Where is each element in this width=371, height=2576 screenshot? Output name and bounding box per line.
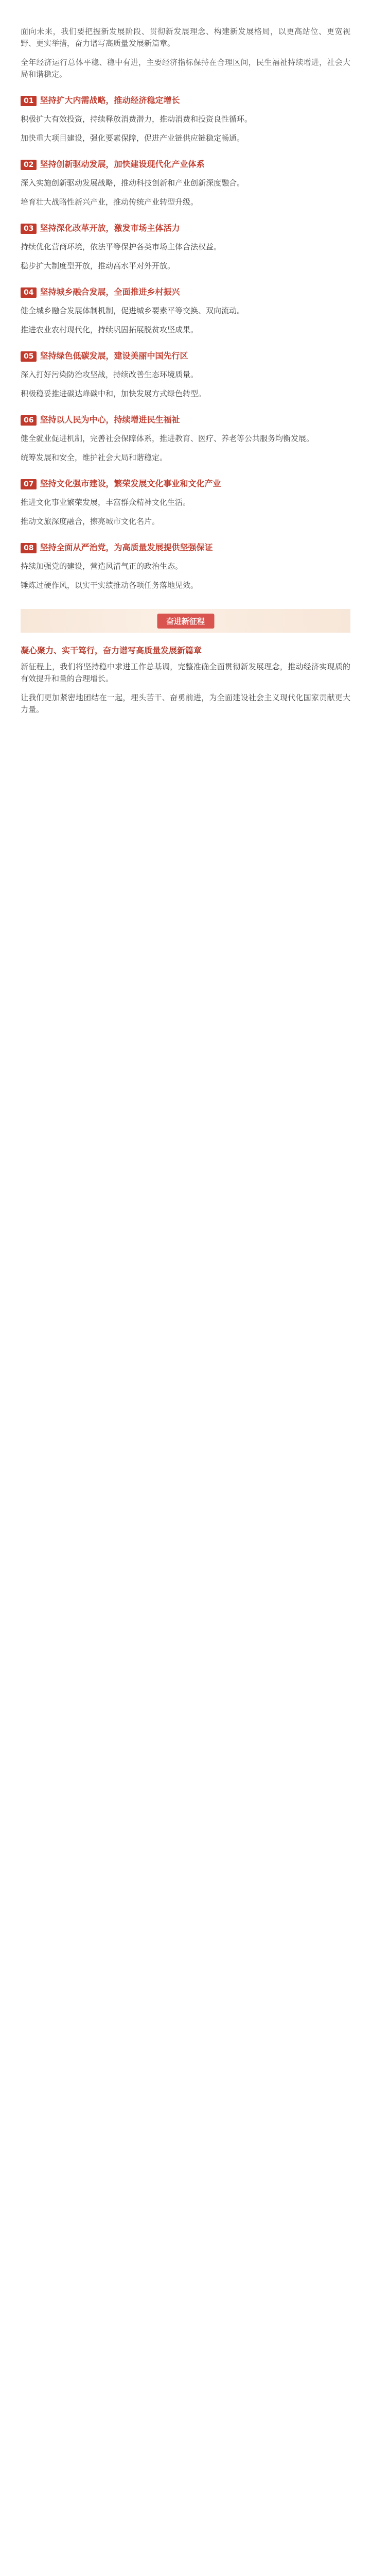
section-paragraph: 持续优化营商环境，依法平等保护各类市场主体合法权益。: [21, 242, 222, 251]
section-number-badge: 07: [21, 479, 37, 489]
divider-banner-label: 奋进新征程: [157, 614, 214, 629]
closing-paragraph: 新征程上，我们将坚持稳中求进工作总基调，完整准确全面贯彻新发展理念，推动经济实现质的有效提升和量的合理增长。: [21, 662, 350, 683]
section: [21, 158, 350, 208]
section-number-badge: 08: [21, 543, 37, 553]
section-heading: [21, 285, 350, 298]
closing-paragraph: 让我们更加紧密地团结在一起，埋头苦干、奋勇前进，为全面建设社会主义现代化国家贡献更大力量。: [21, 693, 350, 714]
section-title: 坚持以人民为中心，持续增进民生福祉: [40, 415, 180, 425]
section-title: 坚持绿色低碳发展，建设美丽中国先行区: [40, 351, 188, 361]
section: [21, 541, 350, 591]
section-heading: [21, 349, 350, 362]
section-paragraph: 稳步扩大制度型开放，推动高水平对外开放。: [21, 261, 175, 270]
section: [21, 349, 350, 400]
intro-paragraph: 面向未来，我们要把握新发展阶段、贯彻新发展理念、构建新发展格局，以更高站位、更宽视野、更实举措，奋力谱写高质量发展新篇章。: [21, 27, 350, 48]
section-heading: [21, 222, 350, 234]
section: [21, 222, 350, 272]
section-number-badge: 01: [21, 96, 37, 106]
section: [21, 413, 350, 464]
section-title: 坚持扩大内需战略，推动经济稳定增长: [40, 95, 180, 105]
section-number-badge: 04: [21, 287, 37, 298]
section-heading: [21, 158, 350, 170]
section: [21, 285, 350, 336]
section-heading: [21, 94, 350, 106]
section-number-badge: 03: [21, 224, 37, 234]
section-paragraph: 健全城乡融合发展体制机制，促进城乡要素平等交换、双向流动。: [21, 306, 245, 315]
section-heading: [21, 541, 350, 553]
section-title: 坚持创新驱动发展，加快建设现代化产业体系: [40, 159, 205, 169]
section-paragraph: 深入实施创新驱动发展战略，推动科技创新和产业创新深度融合。: [21, 178, 245, 188]
section-number-badge: 05: [21, 351, 37, 362]
section-title: 坚持文化强市建设，繁荣发展文化事业和文化产业: [40, 479, 221, 488]
section-heading: [21, 413, 350, 426]
section-paragraph: 健全就业促进机制，完善社会保障体系，推进教育、医疗、养老等公共服务均衡发展。: [21, 434, 314, 443]
section-number-badge: 06: [21, 415, 37, 426]
section-paragraph: 深入打好污染防治攻坚战，持续改善生态环境质量。: [21, 370, 199, 379]
section-paragraph: 推进文化事业繁荣发展，丰富群众精神文化生活。: [21, 498, 191, 507]
section-title: 坚持城乡融合发展，全面推进乡村振兴: [40, 287, 180, 297]
section-paragraph: 积极扩大有效投资，持续释放消费潜力，推动消费和投资良性循环。: [21, 114, 253, 124]
section-divider-banner: [21, 609, 350, 633]
section-paragraph: 加快重大项目建设，强化要素保障，促进产业链供应链稳定畅通。: [21, 133, 245, 143]
section-paragraph: 持续加强党的建设，营造风清气正的政治生态。: [21, 562, 183, 571]
section-paragraph: 锤炼过硬作风，以实干实绩推动各项任务落地见效。: [21, 581, 199, 590]
section-paragraph: 培育壮大战略性新兴产业，推动传统产业转型升级。: [21, 197, 199, 207]
section-title: 坚持深化改革开放，激发市场主体活力: [40, 223, 180, 233]
section-paragraph: 积极稳妥推进碳达峰碳中和，加快发展方式绿色转型。: [21, 389, 206, 398]
section-paragraph: 推动文旅深度融合，擦亮城市文化名片。: [21, 517, 160, 526]
section: [21, 94, 350, 144]
section-paragraph: 推进农业农村现代化，持续巩固拓展脱贫攻坚成果。: [21, 325, 199, 334]
section-heading: [21, 477, 350, 489]
article-body: [21, 26, 350, 723]
section-paragraph: 统筹发展和安全，维护社会大局和谐稳定。: [21, 453, 168, 462]
section-title: 坚持全面从严治党，为高质量发展提供坚强保证: [40, 543, 213, 552]
closing-heading: 凝心聚力、实干笃行，奋力谱写高质量发展新篇章: [21, 646, 202, 655]
section-number-badge: 02: [21, 160, 37, 170]
intro-paragraph: 全年经济运行总体平稳、稳中有进，主要经济指标保持在合理区间，民生福祉持续增进，社会大局和谐稳定。: [21, 58, 350, 79]
section: [21, 477, 350, 528]
